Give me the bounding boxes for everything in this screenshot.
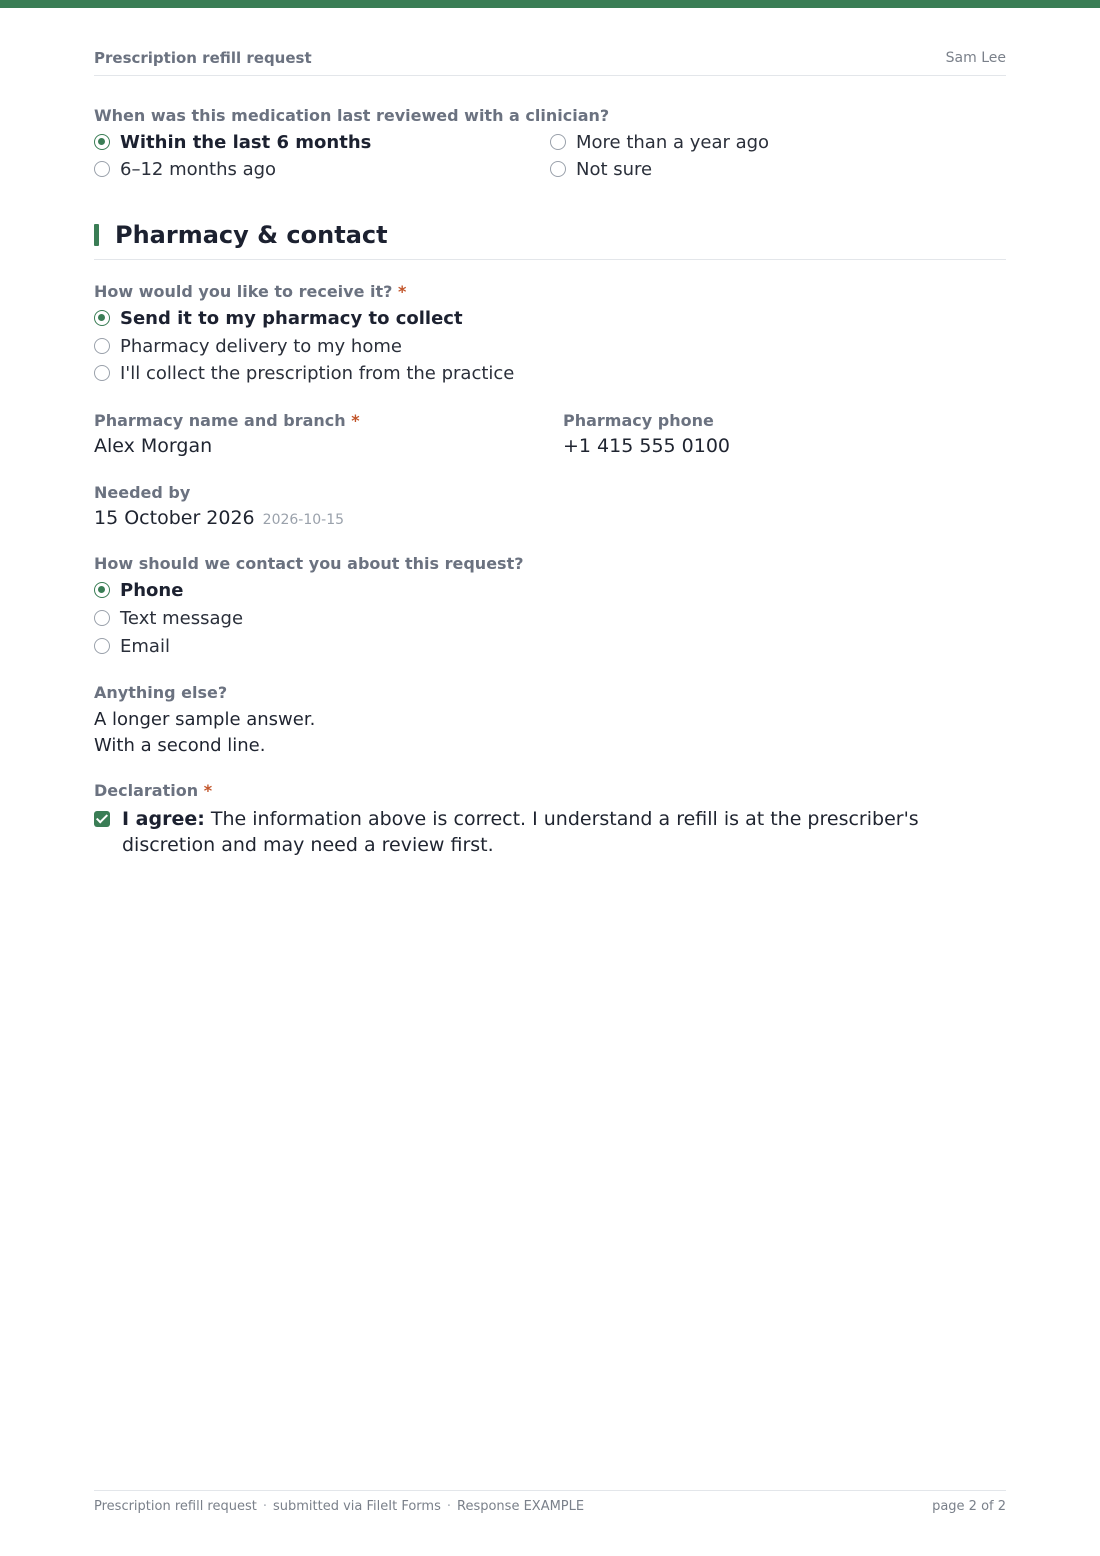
- declaration-body: The information above is correct. I understand a refill is at the prescriber's discretion and may need a review first.: [122, 808, 919, 856]
- contact-option-label: Phone: [120, 579, 184, 601]
- contact-option-label: Email: [120, 635, 170, 657]
- section-accent-bar: [94, 224, 99, 246]
- radio-selected-icon: [94, 310, 110, 326]
- receive-question-text: How would you like to receive it?: [94, 282, 393, 301]
- radio-icon: [94, 365, 110, 381]
- review-option-label: More than a year ago: [576, 131, 770, 153]
- footer-separator: ·: [446, 1499, 451, 1514]
- pharmacy-phone-value: +1 415 555 0100: [563, 435, 731, 457]
- section-title: Pharmacy & contact: [115, 221, 388, 249]
- radio-icon: [94, 638, 110, 654]
- anything-else-line: With a second line.: [94, 735, 266, 756]
- needed-by-value: [94, 507, 344, 529]
- required-mark: *: [398, 282, 407, 301]
- radio-icon: [550, 161, 566, 177]
- review-option-1[interactable]: [94, 157, 276, 181]
- receive-option-label: I'll collect the prescription from the practice: [120, 362, 515, 384]
- declaration-text: [122, 806, 954, 858]
- pharmacy-name-label: [94, 411, 360, 430]
- review-option-label: Not sure: [576, 158, 653, 180]
- footer-meta: [94, 1499, 584, 1514]
- required-mark: *: [203, 781, 213, 800]
- anything-else-label: Anything else?: [94, 683, 228, 702]
- review-option-3[interactable]: [550, 157, 652, 181]
- declaration-label: [94, 781, 212, 800]
- pharmacy-phone-label: Pharmacy phone: [563, 411, 714, 430]
- anything-else-value: [94, 707, 315, 759]
- radio-icon: [94, 610, 110, 626]
- needed-by-label: Needed by: [94, 483, 191, 502]
- receive-option-label: Send it to my pharmacy to collect: [120, 307, 463, 329]
- required-mark: *: [351, 411, 360, 430]
- radio-icon: [94, 161, 110, 177]
- contact-question-label: How should we contact you about this request?: [94, 554, 524, 573]
- declaration-label-text: Declaration: [94, 781, 199, 800]
- footer-page-number: page 2 of 2: [932, 1499, 1006, 1514]
- doc-title: Prescription refill request: [94, 49, 312, 67]
- footer-response: Response EXAMPLE: [457, 1499, 585, 1514]
- anything-else-line: A longer sample answer.: [94, 709, 316, 730]
- top-accent-bar: [0, 0, 1100, 8]
- declaration-agree: I agree:: [122, 808, 205, 830]
- page-footer: [94, 1490, 1006, 1520]
- review-option-label: Within the last 6 months: [120, 131, 372, 153]
- radio-icon: [94, 338, 110, 354]
- radio-selected-icon: [94, 134, 110, 150]
- review-option-2[interactable]: [550, 130, 769, 154]
- footer-separator: ·: [262, 1499, 267, 1514]
- receive-question-label: [94, 282, 406, 301]
- review-question-label: When was this medication last reviewed with a clinician?: [94, 106, 610, 125]
- page-header: [94, 48, 1006, 76]
- review-option-0[interactable]: [94, 130, 371, 154]
- checkbox-checked-icon[interactable]: [94, 811, 110, 827]
- receive-option-1[interactable]: [94, 334, 402, 358]
- footer-form-name: Prescription refill request: [94, 1499, 257, 1514]
- contact-option-0[interactable]: [94, 578, 183, 602]
- radio-icon: [550, 134, 566, 150]
- declaration-row[interactable]: [94, 806, 954, 858]
- needed-by-date: 15 October 2026: [94, 507, 255, 529]
- contact-option-1[interactable]: [94, 606, 243, 630]
- user-name: Sam Lee: [945, 50, 1006, 66]
- pharmacy-name-label-text: Pharmacy name and branch: [94, 411, 346, 430]
- needed-by-iso: 2026-10-15: [262, 512, 345, 528]
- receive-option-0[interactable]: [94, 306, 463, 330]
- contact-option-2[interactable]: [94, 634, 170, 658]
- receive-option-2[interactable]: [94, 361, 514, 385]
- section-heading: [94, 222, 1006, 260]
- receive-option-label: Pharmacy delivery to my home: [120, 335, 402, 357]
- contact-option-label: Text message: [120, 607, 244, 629]
- radio-selected-icon: [94, 582, 110, 598]
- review-option-label: 6–12 months ago: [120, 158, 277, 180]
- pharmacy-name-value: Alex Morgan: [94, 435, 213, 457]
- footer-submitted: submitted via FileIt Forms: [273, 1499, 441, 1514]
